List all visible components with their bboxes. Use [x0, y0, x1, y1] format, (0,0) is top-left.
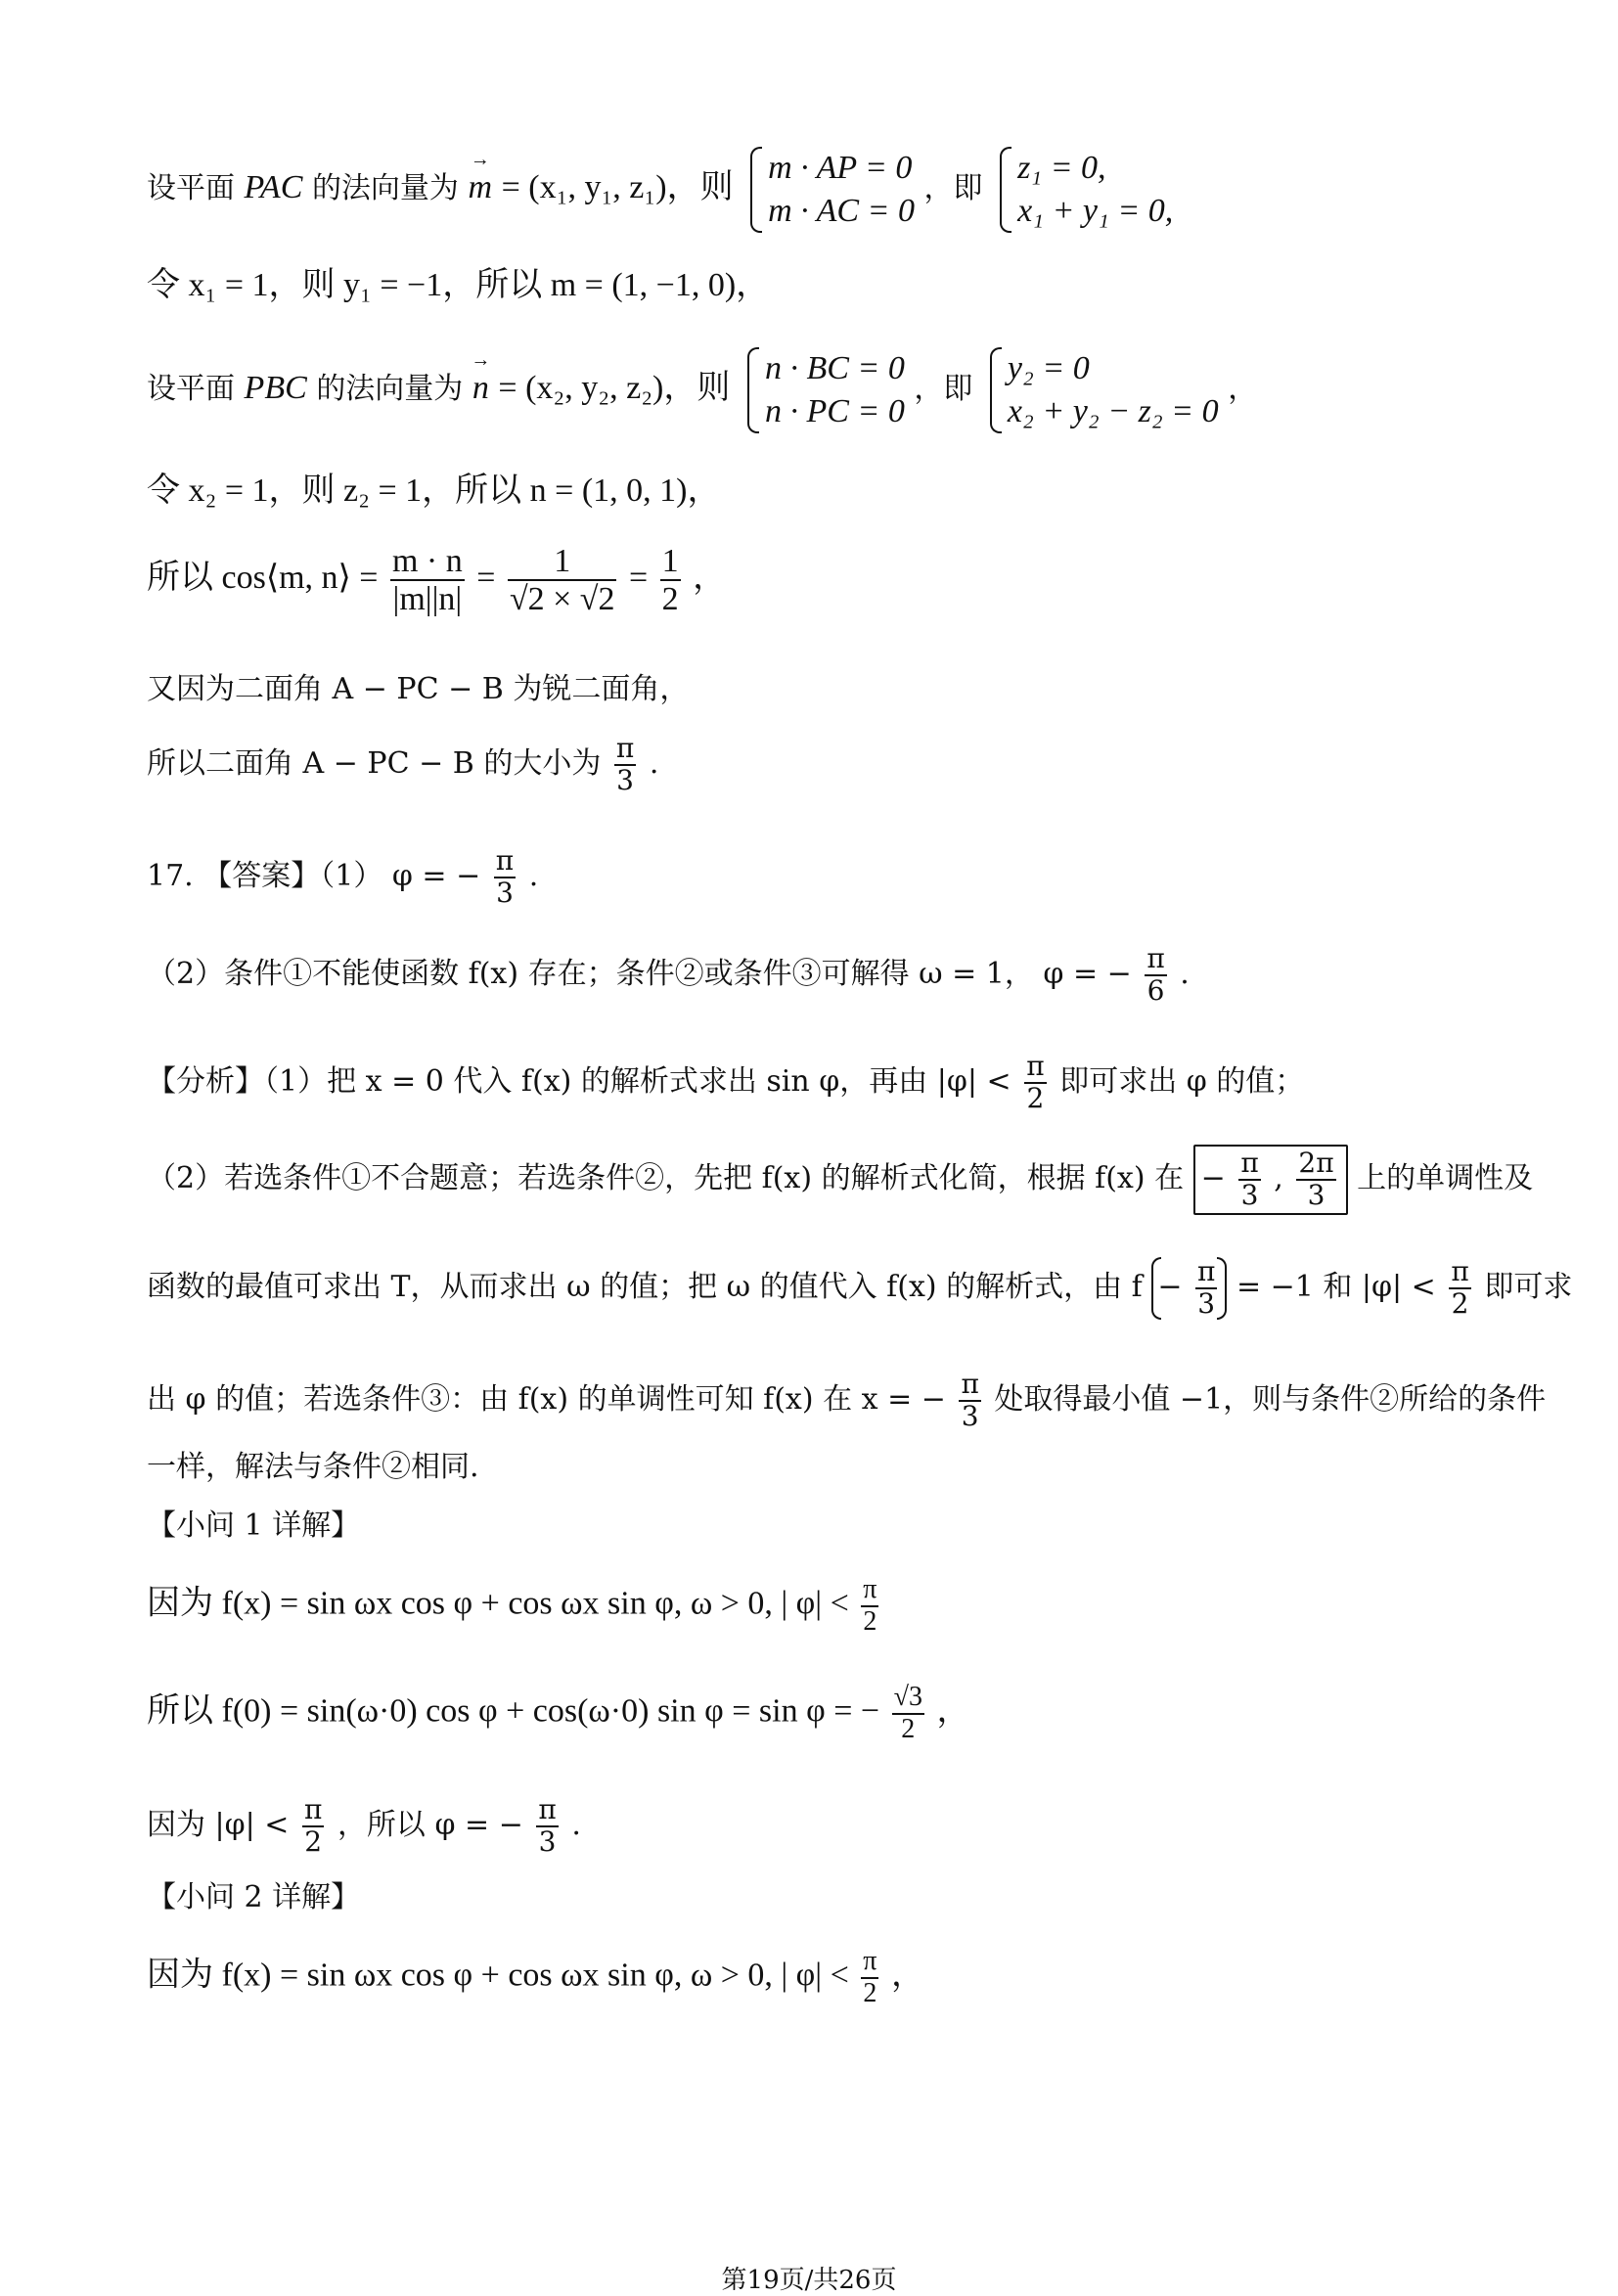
fraction — [1238, 1148, 1260, 1211]
numerator: π — [861, 1575, 878, 1607]
text: 所以 f(0) = sin(ω·0) cos φ + cos(ω·0) sin φ = sin φ = − — [147, 1692, 880, 1730]
interval: − $\frac{\pi}{3}$ , $\frac{2\pi}{3}$ — [1193, 1145, 1348, 1215]
text: 函数的最值可求出 T，从而求出 ω 的值；把 ω 的值代入 f(x) 的解析式，由 f — [147, 1269, 1143, 1304]
page-footer: 第19页/共26页 — [721, 2266, 897, 2295]
line-1 — [147, 147, 1173, 233]
denominator: 3 — [961, 1399, 979, 1432]
equation: z₁ = 0, — [1017, 150, 1106, 186]
denominator: 6 — [1146, 973, 1165, 1007]
line-5 — [147, 543, 726, 618]
line-11 — [147, 1145, 1533, 1215]
numerator: π — [961, 1368, 979, 1400]
text: ，所以 φ = − — [337, 1807, 523, 1842]
text: 所以二面角 A − PC − B 的大小为 — [147, 745, 602, 781]
numerator: π — [1197, 1255, 1216, 1287]
equation: n · PC = 0 — [764, 393, 905, 430]
vector-m: m → — [468, 171, 492, 204]
equation-system — [990, 347, 1219, 433]
line-4 — [147, 474, 720, 508]
denominator: |m||n| — [392, 581, 463, 618]
denominator: 3 — [496, 876, 514, 909]
denominator: 3 — [538, 1824, 557, 1858]
text: ， — [693, 560, 727, 597]
text: . — [571, 1807, 581, 1842]
numerator: π — [303, 1793, 323, 1825]
text: = −1 和 |φ| < — [1236, 1269, 1436, 1304]
text: 所以 cos⟨m, n⟩ = — [147, 560, 379, 597]
text: 【小问 1 详解】 — [147, 1508, 361, 1543]
numerator: π — [1451, 1255, 1469, 1287]
plane-label: PBC — [244, 370, 307, 407]
line-12 — [147, 1257, 1572, 1320]
denominator: 3 — [1307, 1178, 1326, 1211]
numerator: 1 — [508, 543, 617, 581]
denominator: 2 — [863, 1605, 877, 1637]
text: 因为 |φ| < — [147, 1807, 290, 1842]
text: . — [528, 858, 539, 893]
denominator: 2 — [863, 1977, 877, 2008]
text: ，即 — [914, 372, 973, 407]
denominator: 2 — [1451, 1286, 1469, 1320]
numerator: π — [538, 1793, 557, 1825]
equation: m · AC = 0 — [768, 193, 915, 230]
numerator: 2π — [1298, 1147, 1334, 1179]
text: 即可求 — [1484, 1269, 1573, 1304]
line-8 — [147, 846, 538, 909]
text: = — [476, 560, 496, 597]
numerator: π — [1026, 1050, 1045, 1082]
text: 因为 f(x) = sin ωx cos φ + cos ωx sin φ, ω > 0, | φ| < — [147, 1957, 849, 1994]
fraction — [1449, 1257, 1470, 1320]
text: . — [649, 745, 659, 781]
line-3 — [147, 347, 1257, 433]
line-6 — [147, 672, 690, 706]
denominator: 3 — [1240, 1178, 1259, 1211]
text: 的法向量为 — [316, 372, 464, 407]
text: = — [628, 560, 649, 597]
text: （2）若选条件①不合题意；若选条件②，先把 f(x) 的解析式化简，根据 f(x) 在 — [147, 1160, 1185, 1195]
fraction — [302, 1795, 324, 1858]
fraction — [390, 543, 465, 618]
text: . — [1180, 956, 1190, 991]
equation: y₂ = 0 — [1007, 350, 1090, 386]
text: 出 φ 的值；若选条件③：由 f(x) 的单调性可知 f(x) 在 x = − — [147, 1381, 946, 1417]
line-18 — [147, 1795, 581, 1858]
line-9 — [147, 944, 1190, 1007]
line-2 — [147, 269, 769, 302]
text: 处取得最小值 −1，则与条件②所给的条件 — [994, 1381, 1547, 1417]
line-17 — [147, 1683, 969, 1745]
text: 设平面 — [147, 171, 235, 206]
fraction — [861, 1575, 878, 1638]
equation: x₂ + y₂ − z₂ = 0 — [1007, 393, 1219, 430]
equation-system — [750, 147, 915, 233]
text: 【小问 2 详解】 — [147, 1880, 361, 1914]
text: ， — [890, 1957, 924, 1994]
denominator: 3 — [1197, 1286, 1216, 1320]
denominator: 2 — [1026, 1081, 1045, 1114]
parenthesis-group: − $\frac{\pi}{3}$ — [1151, 1257, 1227, 1320]
denominator: 3 — [616, 763, 634, 796]
fraction — [1296, 1148, 1335, 1211]
vector-n: n → — [472, 372, 489, 405]
line-16 — [147, 1575, 882, 1638]
numerator: π — [615, 732, 635, 764]
text: ， — [1228, 372, 1258, 407]
text: 令 x₁ = 1，则 y₁ = −1，所以 m = (1, −1, 0)， — [147, 267, 770, 303]
line-14 — [147, 1450, 479, 1484]
fraction — [861, 1947, 878, 2009]
plane-label: PAC — [244, 169, 303, 206]
equation: n · BC = 0 — [764, 350, 905, 386]
denominator: √2 × √2 — [509, 581, 615, 618]
math: = (x₁, y₁, z₁)，则 — [501, 169, 734, 206]
fraction — [1024, 1052, 1046, 1114]
fraction — [536, 1795, 558, 1858]
line-13 — [147, 1370, 1546, 1432]
numerator: 1 — [660, 543, 681, 581]
text: 令 x₂ = 1，则 z₂ = 1，所以 n = (1, 0, 1)， — [147, 473, 721, 509]
denominator: 2 — [901, 1713, 916, 1744]
line-10 — [147, 1052, 1304, 1114]
text: （2）条件①不能使函数 f(x) 存在；条件②或条件③可解得 ω = 1， φ = − — [147, 956, 1132, 991]
fraction — [508, 543, 617, 618]
text: ， — [936, 1692, 970, 1730]
text: 上的单调性及 — [1357, 1160, 1534, 1195]
fraction — [959, 1370, 980, 1432]
section-heading-2 — [147, 1880, 361, 1914]
numerator: π — [861, 1947, 878, 1979]
text: 即可求出 φ 的值； — [1059, 1063, 1305, 1099]
line-7 — [147, 734, 658, 796]
line-20 — [147, 1947, 924, 2009]
equation: x₁ + y₁ = 0, — [1017, 193, 1174, 230]
denominator: 2 — [304, 1824, 323, 1858]
section-heading-1 — [147, 1508, 361, 1543]
text: 17. 【答案】（1） φ = − — [147, 858, 481, 893]
text: 的法向量为 — [311, 171, 459, 206]
fraction — [1145, 944, 1166, 1007]
numerator: π — [1240, 1147, 1259, 1179]
fraction — [614, 734, 636, 796]
text: 又因为二面角 A − PC − B 为锐二面角， — [147, 672, 690, 706]
text: 设平面 — [147, 372, 235, 407]
equation-system — [1000, 147, 1173, 233]
text: 一样，解法与条件②相同. — [147, 1450, 479, 1484]
fraction — [892, 1683, 924, 1745]
text: 因为 f(x) = sin ωx cos φ + cos ωx sin φ, ω > 0, | φ| < — [147, 1585, 849, 1622]
text: ，即 — [923, 171, 983, 206]
equation: m · AP = 0 — [768, 150, 913, 186]
fraction — [494, 846, 516, 909]
equation-system — [747, 347, 905, 433]
fraction — [1195, 1257, 1217, 1320]
denominator: 2 — [661, 581, 679, 618]
fraction — [660, 543, 681, 618]
numerator: π — [1146, 942, 1165, 974]
math: = (x₂, y₂, z₂)，则 — [498, 370, 731, 407]
numerator: √3 — [892, 1683, 924, 1715]
numerator: m · n — [390, 543, 465, 581]
text: 【分析】（1）把 x = 0 代入 f(x) 的解析式求出 sin φ，再由 |φ| < — [147, 1063, 1011, 1099]
numerator: π — [495, 844, 515, 877]
